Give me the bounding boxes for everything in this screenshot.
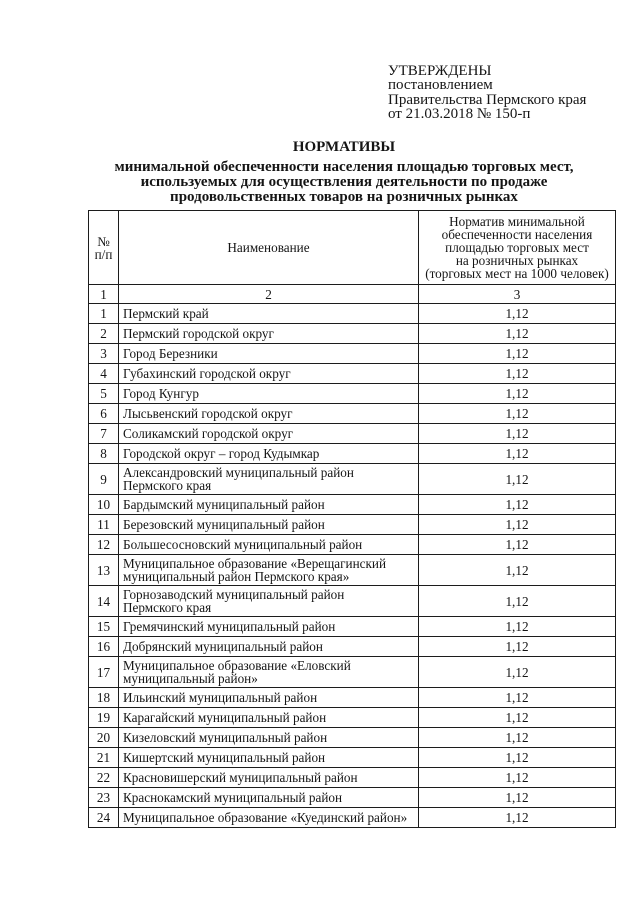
row-value-cell: 1,12 bbox=[419, 344, 616, 364]
table-row bbox=[89, 555, 616, 586]
normatives-table bbox=[88, 210, 616, 828]
row-number-cell: 5 bbox=[89, 384, 119, 404]
row-number-cell: 12 bbox=[89, 535, 119, 555]
row-value-cell: 1,12 bbox=[419, 728, 616, 748]
row-value-cell: 1,12 bbox=[419, 444, 616, 464]
row-name-cell: Горнозаводский муниципальный район Пермского края bbox=[119, 586, 419, 617]
column-number-1: 1 bbox=[89, 285, 119, 304]
row-number-cell: 8 bbox=[89, 444, 119, 464]
row-number-cell: 6 bbox=[89, 404, 119, 424]
row-name-cell: Пермский край bbox=[119, 304, 419, 324]
row-value-cell: 1,12 bbox=[419, 617, 616, 637]
table-row bbox=[89, 657, 616, 688]
column-number-2: 2 bbox=[119, 285, 419, 304]
row-name-cell: Город Кунгур bbox=[119, 384, 419, 404]
header-name-cell: Наименование bbox=[119, 211, 419, 285]
row-value-cell: 1,12 bbox=[419, 384, 616, 404]
row-name-cell: Добрянский муниципальный район bbox=[119, 637, 419, 657]
table-row bbox=[89, 495, 616, 515]
row-number-cell: 7 bbox=[89, 424, 119, 444]
row-number-cell: 2 bbox=[89, 324, 119, 344]
row-number-cell: 14 bbox=[89, 586, 119, 617]
row-number-cell: 18 bbox=[89, 688, 119, 708]
row-number-cell: 19 bbox=[89, 708, 119, 728]
row-number-cell: 4 bbox=[89, 364, 119, 384]
table-row bbox=[89, 788, 616, 808]
approval-block bbox=[388, 64, 586, 121]
column-number-row bbox=[89, 285, 616, 304]
row-name-cell: Кишертский муниципальный район bbox=[119, 748, 419, 768]
row-value-cell: 1,12 bbox=[419, 464, 616, 495]
table-row bbox=[89, 324, 616, 344]
table-row bbox=[89, 617, 616, 637]
row-value-cell: 1,12 bbox=[419, 708, 616, 728]
document-title: НОРМАТИВЫ bbox=[292, 139, 396, 155]
row-name-cell: Александровский муниципальный район Пермского края bbox=[119, 464, 419, 495]
row-number-cell: 21 bbox=[89, 748, 119, 768]
table-row bbox=[89, 768, 616, 788]
table-row bbox=[89, 464, 616, 495]
row-name-cell: Красновишерский муниципальный район bbox=[119, 768, 419, 788]
row-name-cell: Соликамский городской округ bbox=[119, 424, 419, 444]
table-row bbox=[89, 424, 616, 444]
table-row bbox=[89, 535, 616, 555]
table-row bbox=[89, 364, 616, 384]
table-row bbox=[89, 444, 616, 464]
table-row bbox=[89, 637, 616, 657]
row-number-cell: 22 bbox=[89, 768, 119, 788]
row-name-cell: Кизеловский муниципальный район bbox=[119, 728, 419, 748]
row-number-cell: 1 bbox=[89, 304, 119, 324]
row-name-cell: Большесосновский муниципальный район bbox=[119, 535, 419, 555]
row-value-cell: 1,12 bbox=[419, 808, 616, 828]
table-row bbox=[89, 344, 616, 364]
row-name-cell: Городской округ – город Кудымкар bbox=[119, 444, 419, 464]
row-value-cell: 1,12 bbox=[419, 555, 616, 586]
row-number-cell: 13 bbox=[89, 555, 119, 586]
table-row bbox=[89, 384, 616, 404]
row-name-cell: Березовский муниципальный район bbox=[119, 515, 419, 535]
row-name-cell: Краснокамский муниципальный район bbox=[119, 788, 419, 808]
row-value-cell: 1,12 bbox=[419, 586, 616, 617]
row-value-cell: 1,12 bbox=[419, 404, 616, 424]
table-row bbox=[89, 808, 616, 828]
approval-authority: Правительства Пермского края bbox=[388, 91, 587, 108]
header-norm-cell: Норматив минимальной обеспеченности населения площадью торговых мест на розничных рынках (торговых мест на 1000 человек) bbox=[419, 211, 616, 285]
approval-decree-label: постановлением bbox=[388, 77, 493, 94]
row-value-cell: 1,12 bbox=[419, 495, 616, 515]
row-number-cell: 24 bbox=[89, 808, 119, 828]
row-value-cell: 1,12 bbox=[419, 748, 616, 768]
row-number-cell: 3 bbox=[89, 344, 119, 364]
row-number-cell: 10 bbox=[89, 495, 119, 515]
table-row bbox=[89, 708, 616, 728]
row-name-cell: Муниципальное образование «Еловский муниципальный район» bbox=[119, 657, 419, 688]
table-row bbox=[89, 304, 616, 324]
row-number-cell: 9 bbox=[89, 464, 119, 495]
row-value-cell: 1,12 bbox=[419, 788, 616, 808]
row-value-cell: 1,12 bbox=[419, 364, 616, 384]
row-name-cell: Пермский городской округ bbox=[119, 324, 419, 344]
row-value-cell: 1,12 bbox=[419, 657, 616, 688]
row-value-cell: 1,12 bbox=[419, 535, 616, 555]
row-value-cell: 1,12 bbox=[419, 515, 616, 535]
table-row bbox=[89, 728, 616, 748]
table-row bbox=[89, 515, 616, 535]
table-row bbox=[89, 748, 616, 768]
row-name-cell: Муниципальное образование «Верещагинский муниципальный район Пермского края» bbox=[119, 555, 419, 586]
row-value-cell: 1,12 bbox=[419, 768, 616, 788]
row-number-cell: 15 bbox=[89, 617, 119, 637]
row-name-cell: Гремячинский муниципальный район bbox=[119, 617, 419, 637]
row-name-cell: Карагайский муниципальный район bbox=[119, 708, 419, 728]
row-name-cell: Лысьвенский городской округ bbox=[119, 404, 419, 424]
row-value-cell: 1,12 bbox=[419, 637, 616, 657]
row-value-cell: 1,12 bbox=[419, 324, 616, 344]
approval-heading: УТВЕРЖДЕНЫ bbox=[388, 63, 492, 79]
row-name-cell: Муниципальное образование «Куединский район» bbox=[119, 808, 419, 828]
row-name-cell: Бардымский муниципальный район bbox=[119, 495, 419, 515]
row-number-cell: 17 bbox=[89, 657, 119, 688]
row-number-cell: 16 bbox=[89, 637, 119, 657]
row-name-cell: Губахинский городской округ bbox=[119, 364, 419, 384]
table-header bbox=[89, 211, 616, 304]
header-number-cell: № п/п bbox=[89, 211, 119, 285]
table-row bbox=[89, 586, 616, 617]
table-header-row bbox=[89, 211, 616, 285]
row-number-cell: 23 bbox=[89, 788, 119, 808]
table-row bbox=[89, 688, 616, 708]
row-name-cell: Ильинский муниципальный район bbox=[119, 688, 419, 708]
document-subtitle: минимальной обеспеченности населения площадью торговых мест, используемых для осуществления деятельности по продаже продовольственных товаров на розничных рынках bbox=[114, 159, 574, 205]
row-value-cell: 1,12 bbox=[419, 424, 616, 444]
column-number-3: 3 bbox=[419, 285, 616, 304]
row-value-cell: 1,12 bbox=[419, 304, 616, 324]
table-body bbox=[89, 304, 616, 828]
row-number-cell: 11 bbox=[89, 515, 119, 535]
approval-date-number: от 21.03.2018 № 150-п bbox=[388, 105, 531, 122]
row-value-cell: 1,12 bbox=[419, 688, 616, 708]
table-row bbox=[89, 404, 616, 424]
row-number-cell: 20 bbox=[89, 728, 119, 748]
row-name-cell: Город Березники bbox=[119, 344, 419, 364]
